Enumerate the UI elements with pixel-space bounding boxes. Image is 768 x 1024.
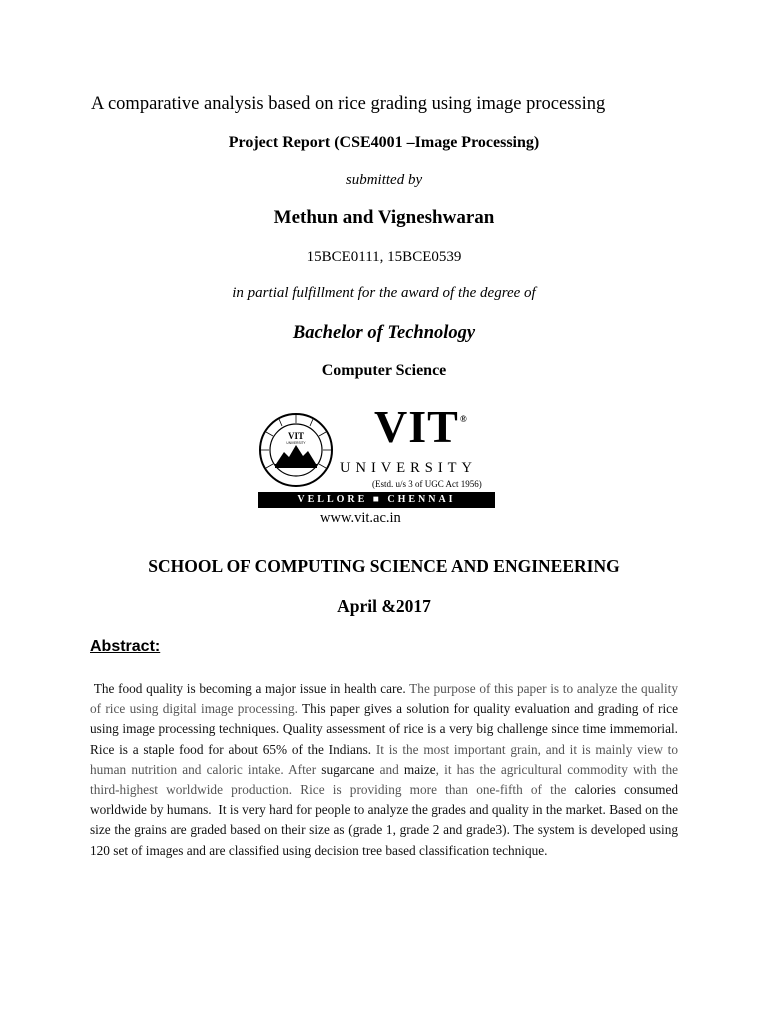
paper-title: A comparative analysis based on rice grading using image processing — [91, 94, 606, 114]
abstract-term: sugarcane — [321, 761, 375, 777]
abstract-sentence: It is the most important grain, and it is mainly view to human nutrition and caloric intake. After — [90, 741, 679, 777]
abstract-sentence: This paper gives a solution for quality evaluation and grading of rice using image processing techniques. Quality assessment of rice is a very big challenge since time immemorial. Rice is a staple food for about 65% of the Indians. — [90, 701, 678, 757]
campus-bar: VELLORE ■ CHENNAI — [258, 492, 495, 508]
university-logo — [258, 401, 510, 528]
submitted-by: submitted by — [345, 172, 423, 188]
abstract-sentence: The purpose of this paper is to analyze the quality of rice using digital image processing. — [90, 681, 678, 717]
vit-wordmark: VIT — [374, 401, 459, 452]
branch-name: Computer Science — [321, 362, 447, 379]
report-date: April &2017 — [337, 596, 431, 616]
registered-mark: ® — [460, 414, 467, 424]
abstract-sentence: The food quality is becoming a major issue in health care. — [93, 681, 406, 696]
abstract-heading: Abstract: — [90, 638, 161, 655]
abstract-sentence: It is very hard for people to analyze the grades and quality in the market. Based on the size the grains are graded based on their size as (grade 1, grade 2 and grade3). The system is developed using 120 set of images and are classified using decision tree based classification technique. — [90, 802, 678, 858]
university-url: www.vit.ac.in — [320, 510, 401, 526]
fulfillment-statement: in partial fulfillment for the award of the degree of — [232, 285, 536, 301]
abstract-sentence: , it has the agricultural commodity with the third-highest worldwide production. Rice is providing more than one-fifth of the — [90, 761, 678, 798]
seal-inner-subtext: UNIVERSITY — [286, 441, 306, 445]
abstract-term: maize — [403, 761, 436, 777]
report-subtitle: Project Report (CSE4001 –Image Processing) — [228, 134, 540, 151]
school-name: SCHOOL OF COMPUTING SCIENCE AND ENGINEERING — [148, 556, 620, 576]
registration-ids: 15BCE0111, 15BCE0539 — [306, 249, 462, 265]
seal-inner-text: VIT — [287, 431, 305, 441]
degree-name: Bachelor of Technology — [292, 323, 476, 343]
university-wordmark: UNIVERSITY — [340, 460, 477, 476]
university-seal-icon — [258, 412, 334, 488]
abstract-sentence: calories consumed worldwide by humans. — [90, 782, 679, 818]
author-names: Methun and Vigneshwaran — [273, 207, 495, 228]
establishment-note: (Estd. u/s 3 of UGC Act 1956) — [372, 479, 482, 489]
abstract-paragraph — [90, 679, 678, 861]
abstract-conjunction: and — [379, 761, 399, 777]
